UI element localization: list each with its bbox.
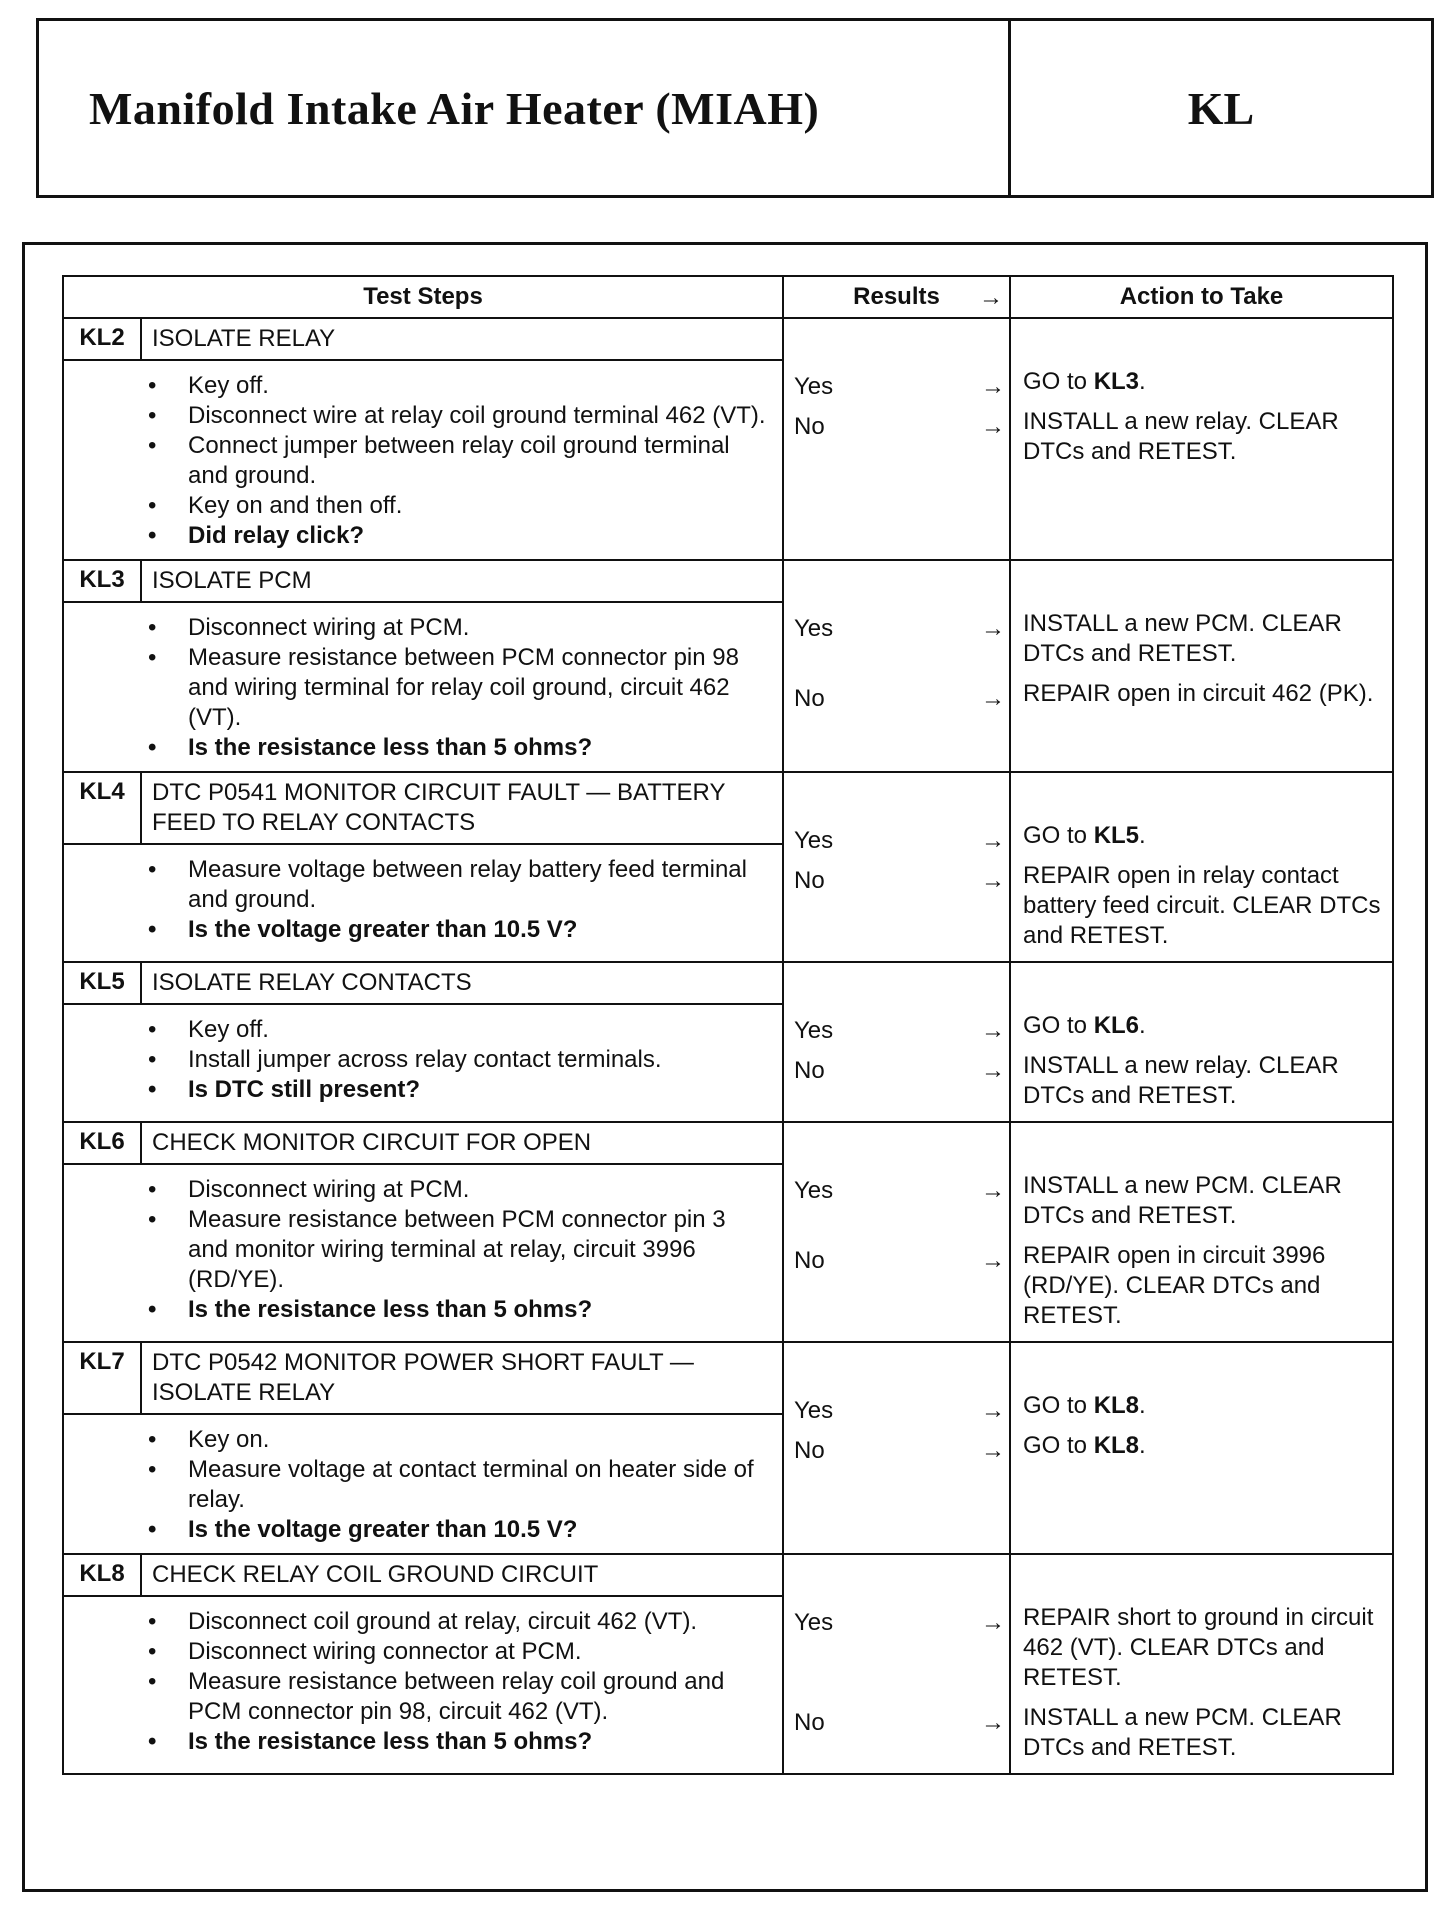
action-text: GO to bbox=[1023, 822, 1094, 849]
arrow-icon: → bbox=[981, 1247, 1005, 1274]
instruction-item: • Disconnect coil ground at relay, circuit 462 (VT). bbox=[148, 1607, 772, 1637]
header-results bbox=[783, 276, 1010, 318]
action-text-end: . bbox=[1139, 1392, 1146, 1419]
result-item bbox=[784, 1603, 1009, 1703]
action-text: GO to bbox=[1023, 1012, 1094, 1039]
instruction-item: • Install jumper across relay contact terminals. bbox=[148, 1045, 772, 1075]
arrow-icon: → bbox=[981, 1397, 1005, 1424]
results-cell bbox=[783, 1554, 1010, 1774]
result-item bbox=[784, 821, 1009, 861]
step-id: KL4 bbox=[64, 773, 141, 844]
result-label: No bbox=[794, 867, 825, 894]
arrow-icon: → bbox=[981, 1177, 1005, 1204]
result-item bbox=[784, 1011, 1009, 1051]
steps-body bbox=[63, 318, 1393, 1774]
arrow-icon: → bbox=[979, 284, 1003, 311]
instruction-item: • Measure resistance between relay coil ground and PCM connector pin 98, circuit 462 (VT). bbox=[148, 1667, 772, 1727]
action-item bbox=[1023, 609, 1382, 669]
result-label: No bbox=[794, 1437, 825, 1464]
action-item bbox=[1023, 1241, 1382, 1331]
test-step-row bbox=[63, 318, 1393, 560]
result-label: Yes bbox=[794, 1609, 834, 1636]
result-item bbox=[784, 1703, 1009, 1773]
step-question: • Did relay click? bbox=[148, 521, 772, 551]
actions-cell bbox=[1010, 962, 1393, 1122]
arrow-icon: → bbox=[981, 373, 1005, 400]
arrow-icon: → bbox=[981, 867, 1005, 894]
header-action-to-take: Action to Take bbox=[1010, 276, 1393, 318]
section-code: KL bbox=[1187, 82, 1255, 134]
instruction-item: • Disconnect wiring at PCM. bbox=[148, 613, 772, 643]
instruction-item: • Measure voltage between relay battery feed terminal and ground. bbox=[148, 855, 772, 915]
result-label: No bbox=[794, 413, 825, 440]
result-item bbox=[784, 679, 1009, 749]
results-cell bbox=[783, 962, 1010, 1122]
action-item bbox=[1023, 1171, 1382, 1231]
result-label: Yes bbox=[794, 1397, 834, 1424]
results-cell bbox=[783, 1122, 1010, 1342]
instruction-item: • Key on and then off. bbox=[148, 491, 772, 521]
instruction-item: • Key off. bbox=[148, 1015, 772, 1045]
action-item bbox=[1023, 1391, 1382, 1421]
test-step-cell bbox=[63, 560, 783, 772]
results-cell bbox=[783, 318, 1010, 560]
result-item bbox=[784, 609, 1009, 679]
action-text: INSTALL a new PCM. CLEAR DTCs and RETEST. bbox=[1023, 610, 1342, 667]
actions-cell bbox=[1010, 1554, 1393, 1774]
action-text-end: . bbox=[1139, 822, 1146, 849]
step-instructions bbox=[148, 1015, 772, 1105]
step-title: DTC P0541 MONITOR CIRCUIT FAULT — BATTERY FEED TO RELAY CONTACTS bbox=[141, 773, 782, 844]
action-item bbox=[1023, 1011, 1382, 1041]
action-text: GO to bbox=[1023, 1392, 1094, 1419]
step-block bbox=[64, 1555, 782, 1765]
step-block bbox=[64, 319, 782, 559]
actions-cell bbox=[1010, 560, 1393, 772]
result-label: No bbox=[794, 1709, 825, 1736]
test-step-row bbox=[63, 1342, 1393, 1554]
result-item bbox=[784, 407, 1009, 477]
page-title: Manifold Intake Air Heater (MIAH) bbox=[39, 21, 1011, 195]
actions-cell bbox=[1010, 1122, 1393, 1342]
result-item bbox=[784, 861, 1009, 961]
results-cell bbox=[783, 1342, 1010, 1554]
action-text-end: . bbox=[1139, 1012, 1146, 1039]
test-step-cell bbox=[63, 962, 783, 1122]
arrow-icon: → bbox=[981, 685, 1005, 712]
step-question: • Is the voltage greater than 10.5 V? bbox=[148, 1515, 772, 1545]
arrow-icon: → bbox=[981, 1017, 1005, 1044]
test-step-cell bbox=[63, 1554, 783, 1774]
actions-cell bbox=[1010, 772, 1393, 962]
action-step-ref: KL6 bbox=[1093, 1012, 1140, 1039]
action-text: GO to bbox=[1023, 368, 1094, 395]
instruction-item: • Key off. bbox=[148, 371, 772, 401]
arrow-icon: → bbox=[981, 827, 1005, 854]
step-block bbox=[64, 963, 782, 1113]
step-title: CHECK MONITOR CIRCUIT FOR OPEN bbox=[141, 1123, 782, 1164]
test-step-row bbox=[63, 560, 1393, 772]
step-instructions bbox=[148, 613, 772, 763]
results-cell bbox=[783, 560, 1010, 772]
result-item bbox=[784, 1431, 1009, 1471]
result-label: Yes bbox=[794, 1017, 834, 1044]
header-results-label: Results bbox=[853, 283, 940, 310]
instruction-item: • Measure resistance between PCM connector pin 3 and monitor wiring terminal at relay, circuit 3996 (RD/YE). bbox=[148, 1205, 772, 1295]
step-id: KL8 bbox=[64, 1555, 141, 1596]
action-item bbox=[1023, 407, 1382, 467]
step-question: • Is DTC still present? bbox=[148, 1075, 772, 1105]
action-item bbox=[1023, 1703, 1382, 1763]
step-question: • Is the resistance less than 5 ohms? bbox=[148, 1727, 772, 1757]
action-text: INSTALL a new relay. CLEAR DTCs and RETEST. bbox=[1023, 1052, 1339, 1109]
action-text: REPAIR short to ground in circuit 462 (VT). CLEAR DTCs and RETEST. bbox=[1023, 1604, 1374, 1691]
instruction-item: • Measure resistance between PCM connector pin 98 and wiring terminal for relay coil ground, circuit 462 (VT). bbox=[148, 643, 772, 733]
arrow-icon: → bbox=[981, 615, 1005, 642]
step-block bbox=[64, 1123, 782, 1333]
test-step-row bbox=[63, 1122, 1393, 1342]
result-label: Yes bbox=[794, 827, 834, 854]
step-block bbox=[64, 1343, 782, 1553]
arrow-icon: → bbox=[981, 1709, 1005, 1736]
result-item bbox=[784, 1171, 1009, 1241]
step-id: KL2 bbox=[64, 319, 141, 360]
result-item bbox=[784, 367, 1009, 407]
action-item bbox=[1023, 1603, 1382, 1693]
instruction-item: • Disconnect wiring connector at PCM. bbox=[148, 1637, 772, 1667]
page-header bbox=[36, 18, 1434, 198]
result-label: No bbox=[794, 1057, 825, 1084]
action-text: REPAIR open in relay contact battery feed circuit. CLEAR DTCs and RETEST. bbox=[1023, 862, 1381, 949]
step-id: KL6 bbox=[64, 1123, 141, 1164]
action-item bbox=[1023, 367, 1382, 397]
step-question: • Is the resistance less than 5 ohms? bbox=[148, 733, 772, 763]
action-text: INSTALL a new relay. CLEAR DTCs and RETEST. bbox=[1023, 408, 1339, 465]
step-block bbox=[64, 561, 782, 771]
diagnostic-table bbox=[62, 275, 1394, 1775]
action-item bbox=[1023, 861, 1382, 951]
instruction-item: • Disconnect wiring at PCM. bbox=[148, 1175, 772, 1205]
action-item bbox=[1023, 1051, 1382, 1111]
test-step-cell bbox=[63, 318, 783, 560]
arrow-icon: → bbox=[981, 1057, 1005, 1084]
test-step-row bbox=[63, 962, 1393, 1122]
action-item bbox=[1023, 1431, 1382, 1461]
action-step-ref: KL8 bbox=[1093, 1432, 1140, 1459]
result-label: Yes bbox=[794, 373, 834, 400]
actions-cell bbox=[1010, 318, 1393, 560]
action-text-end: . bbox=[1139, 1432, 1146, 1459]
result-item bbox=[784, 1391, 1009, 1431]
result-item bbox=[784, 1241, 1009, 1311]
arrow-icon: → bbox=[981, 1437, 1005, 1464]
step-question: • Is the resistance less than 5 ohms? bbox=[148, 1295, 772, 1325]
action-step-ref: KL5 bbox=[1093, 822, 1140, 849]
action-text-end: . bbox=[1139, 368, 1146, 395]
step-id: KL5 bbox=[64, 963, 141, 1004]
action-step-ref: KL8 bbox=[1093, 1392, 1140, 1419]
test-step-cell bbox=[63, 1342, 783, 1554]
step-title: ISOLATE PCM bbox=[141, 561, 782, 602]
step-title: ISOLATE RELAY CONTACTS bbox=[141, 963, 782, 1004]
action-item bbox=[1023, 679, 1382, 709]
result-label: No bbox=[794, 1247, 825, 1274]
step-title: CHECK RELAY COIL GROUND CIRCUIT bbox=[141, 1555, 782, 1596]
result-label: Yes bbox=[794, 615, 834, 642]
test-step-cell bbox=[63, 772, 783, 962]
test-step-row bbox=[63, 772, 1393, 962]
test-step-cell bbox=[63, 1122, 783, 1342]
action-text: REPAIR open in circuit 3996 (RD/YE). CLEAR DTCs and RETEST. bbox=[1023, 1242, 1326, 1329]
result-item bbox=[784, 1051, 1009, 1121]
step-id: KL7 bbox=[64, 1343, 141, 1414]
step-block bbox=[64, 773, 782, 953]
step-instructions bbox=[148, 1175, 772, 1325]
instruction-item: • Connect jumper between relay coil ground terminal and ground. bbox=[148, 431, 772, 491]
result-label: No bbox=[794, 685, 825, 712]
action-item bbox=[1023, 821, 1382, 851]
arrow-icon: → bbox=[981, 413, 1005, 440]
test-step-row bbox=[63, 1554, 1393, 1774]
instruction-item: • Disconnect wire at relay coil ground terminal 462 (VT). bbox=[148, 401, 772, 431]
step-instructions bbox=[148, 855, 772, 945]
step-instructions bbox=[148, 371, 772, 551]
step-instructions bbox=[148, 1607, 772, 1757]
step-instructions bbox=[148, 1425, 772, 1545]
step-title: ISOLATE RELAY bbox=[141, 319, 782, 360]
action-text: INSTALL a new PCM. CLEAR DTCs and RETEST. bbox=[1023, 1704, 1342, 1761]
action-step-ref: KL3 bbox=[1093, 368, 1140, 395]
action-text: INSTALL a new PCM. CLEAR DTCs and RETEST. bbox=[1023, 1172, 1342, 1229]
arrow-icon: → bbox=[981, 1609, 1005, 1636]
action-text: REPAIR open in circuit 462 (PK). bbox=[1023, 680, 1374, 707]
instruction-item: • Key on. bbox=[148, 1425, 772, 1455]
results-cell bbox=[783, 772, 1010, 962]
instruction-item: • Measure voltage at contact terminal on heater side of relay. bbox=[148, 1455, 772, 1515]
action-text: GO to bbox=[1023, 1432, 1094, 1459]
result-label: Yes bbox=[794, 1177, 834, 1204]
step-title: DTC P0542 MONITOR POWER SHORT FAULT — ISOLATE RELAY bbox=[141, 1343, 782, 1414]
actions-cell bbox=[1010, 1342, 1393, 1554]
step-id: KL3 bbox=[64, 561, 141, 602]
header-test-steps: Test Steps bbox=[63, 276, 783, 318]
step-question: • Is the voltage greater than 10.5 V? bbox=[148, 915, 772, 945]
